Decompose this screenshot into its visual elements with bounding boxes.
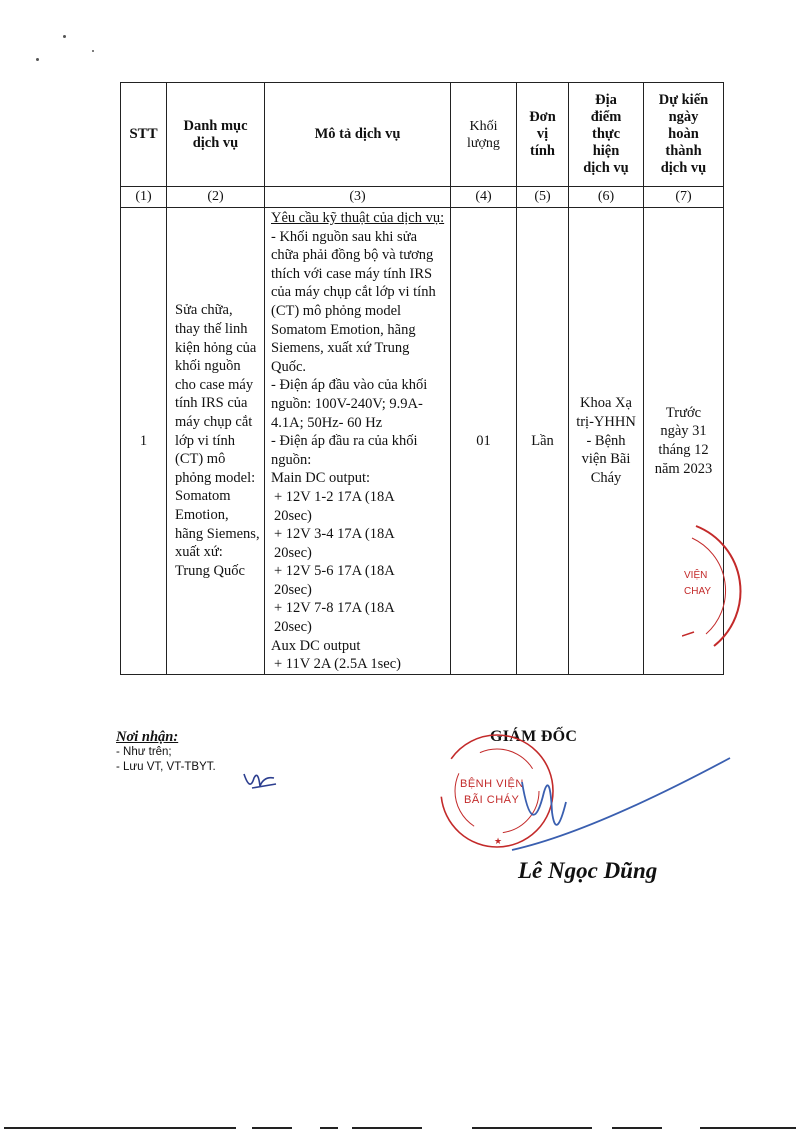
- svg-text:CHAY: CHAY: [684, 586, 712, 597]
- description-line: Aux DC output: [271, 637, 361, 654]
- footer-rule: [472, 1127, 592, 1129]
- row-quantity: 01: [451, 208, 517, 675]
- header-quantity: [451, 83, 517, 187]
- row-location: [569, 208, 644, 675]
- row-deadline-text: Trước ngày 31 tháng 12 năm 2023: [654, 404, 713, 477]
- row-service-description: [265, 208, 451, 675]
- row-unit: Lần: [517, 208, 569, 675]
- description-line: + 11V 2A (2.5A 1sec): [274, 656, 401, 673]
- footer-rule: [4, 1127, 236, 1129]
- description-line: Main DC output:: [271, 470, 371, 487]
- recipient-line: - Như trên;: [116, 746, 172, 758]
- description-line: - Điện áp đầu ra của khối nguồn:: [271, 433, 418, 468]
- director-title: GIÁM ĐỐC: [490, 728, 578, 745]
- column-number: (2): [167, 187, 265, 208]
- description-line: + 12V 1-2 17A (18A 20sec): [274, 488, 394, 524]
- recipient-line: - Lưu VT, VT-TBYT.: [116, 761, 216, 773]
- recipients-title: Nơi nhận:: [116, 729, 179, 745]
- signature-stroke: [492, 752, 732, 862]
- table-header-row: [121, 83, 724, 187]
- header-location: [569, 83, 644, 187]
- header-unit-label: Đơn vị tính: [529, 109, 556, 159]
- footer-rule: [252, 1127, 292, 1129]
- header-service-category: [167, 83, 265, 187]
- footer-rule: [700, 1127, 796, 1129]
- scan-dot: [92, 50, 94, 52]
- row-service-name: Sửa chữa, thay thế linh kiện hỏng của khối nguồn cho case máy tính IRS của máy chụp cắt lớp vi tính (CT) mô phỏng model: Somatom Emotion, hãng Siemens, xuất xứ: Trung Quốc: [167, 208, 265, 675]
- table-row: [121, 208, 724, 675]
- row-stt: 1: [121, 208, 167, 675]
- header-stt: STT: [121, 83, 167, 187]
- scan-dot: [36, 58, 39, 61]
- column-number: (1): [121, 187, 167, 208]
- table-stamp-partial: [682, 516, 742, 676]
- service-table: [120, 82, 724, 675]
- description-line: + 12V 3-4 17A (18A 20sec): [274, 526, 394, 561]
- header-service-category-label: Danh mục dịch vụ: [183, 117, 248, 151]
- column-number: (6): [569, 187, 644, 208]
- header-unit: [517, 83, 569, 187]
- column-number: (4): [451, 187, 517, 208]
- svg-text:VIỆN: VIỆN: [684, 570, 708, 581]
- initials-mark: [240, 768, 280, 798]
- footer-rule: [352, 1127, 422, 1129]
- svg-text:★: ★: [494, 836, 503, 846]
- header-location-label: Địa điểm thực hiện dịch vụ: [583, 92, 629, 176]
- seal-line-1: BỆNH VIỆN: [460, 778, 524, 790]
- signer-name: Lê Ngọc Dũng: [518, 858, 658, 883]
- description-line: - Điện áp đầu vào của khối nguồn: 100V-240V; 9.9A-4.1A; 50Hz- 60 Hz: [271, 377, 428, 431]
- description-heading: Yêu cầu kỹ thuật của dịch vụ:: [271, 210, 445, 226]
- column-number: (7): [644, 187, 724, 208]
- description-line: - Khối nguồn sau khi sửa chữa phải đồng bộ và tương thích với case máy tính IRS của máy chụp cắt lớp vi tính (CT) mô phỏng model Somatom Emotion, hãng Siemens, xuất xứ Trung Quốc.: [271, 228, 436, 375]
- header-service-description: Mô tả dịch vụ: [265, 83, 451, 187]
- scan-dot: [63, 35, 66, 38]
- description-line: + 12V 5-6 17A (18A 20sec): [274, 563, 394, 598]
- header-deadline-label: Dự kiến ngày hoàn thành dịch vụ: [658, 92, 709, 176]
- recipients-block: [116, 730, 216, 775]
- column-number: (3): [265, 187, 451, 208]
- header-quantity-label: Khối lượng: [467, 118, 500, 151]
- seal-line-2: BÃI CHÁY: [464, 794, 520, 806]
- column-number: (5): [517, 187, 569, 208]
- description-line: + 12V 7-8 17A (18A 20sec): [274, 600, 394, 636]
- footer-rule: [320, 1127, 338, 1129]
- header-deadline: [644, 83, 724, 187]
- column-number-row: [121, 187, 724, 208]
- footer-rule: [612, 1127, 662, 1129]
- row-location-text: Khoa Xạ trị-YHHN - Bệnh viện Bãi Cháy: [576, 395, 636, 486]
